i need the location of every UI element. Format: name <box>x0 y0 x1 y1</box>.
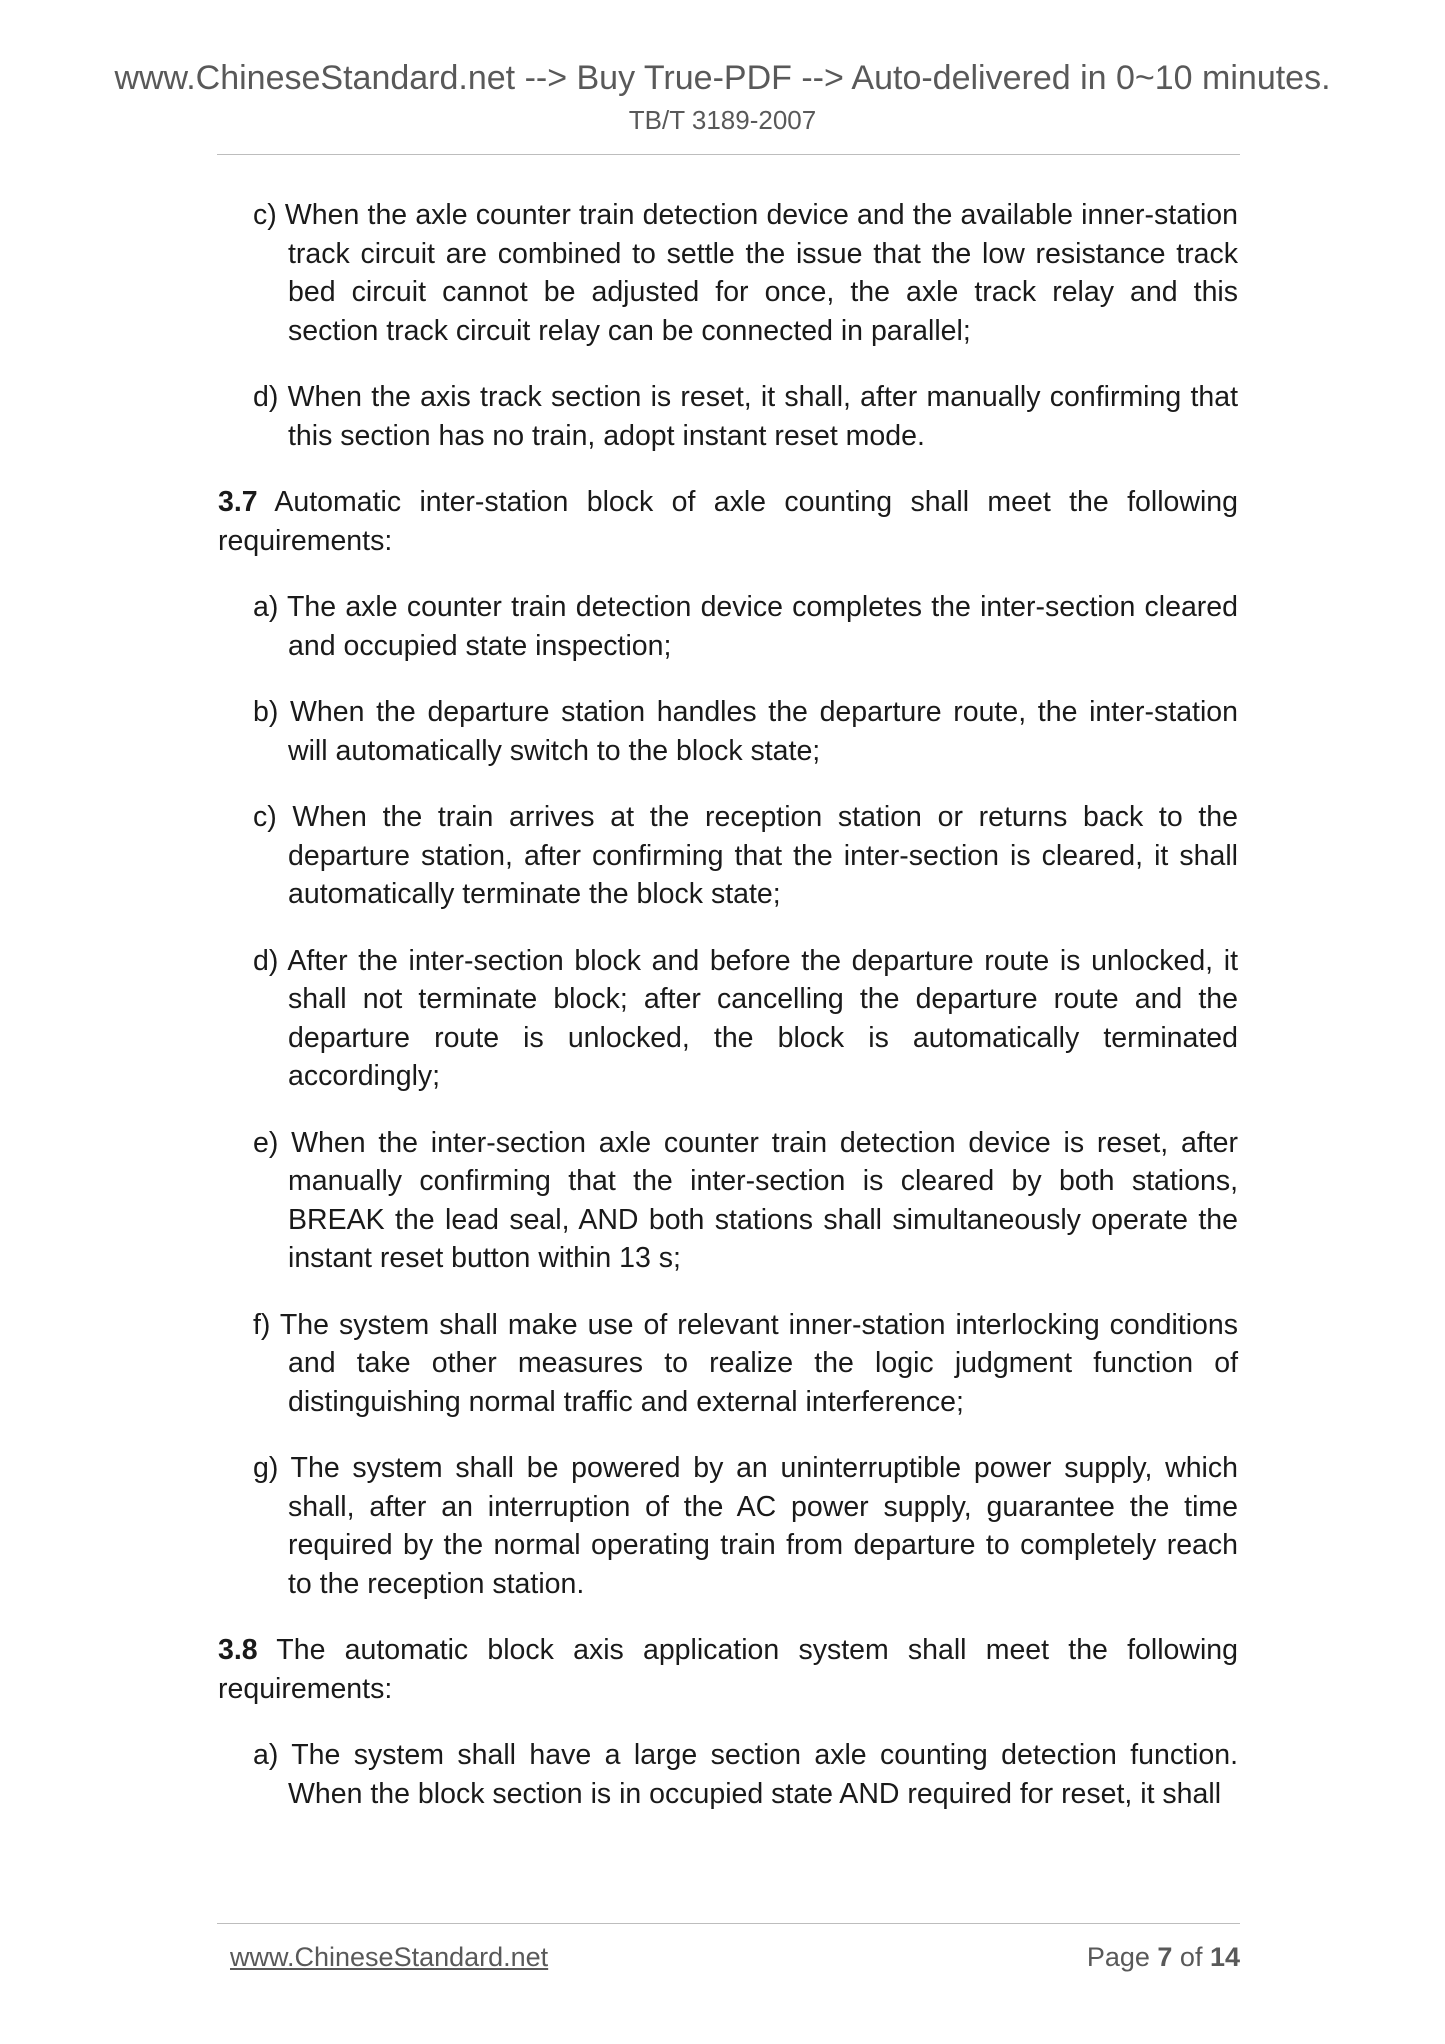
page-total: 14 <box>1209 1942 1240 1972</box>
standard-number: TB/T 3189-2007 <box>628 105 817 135</box>
footer-divider <box>217 1923 1240 1924</box>
header-banner: www.ChineseStandard.net --> Buy True-PDF --> Auto-delivered in 0~10 minutes. <box>114 59 1331 97</box>
clause-text: The automatic block axis application system shall meet the following requirements: <box>218 1634 1238 1705</box>
page-mid: of <box>1172 1942 1210 1972</box>
clause-number: 3.7 <box>218 486 258 518</box>
clause-text: Automatic inter-station block of axle counting shall meet the following requirements: <box>218 486 1238 557</box>
list-item: b) When the departure station handles the departure route, the inter-station will automatically switch to the block state; <box>253 696 1238 767</box>
footer-website-link[interactable]: www.ChineseStandard.net <box>230 1942 549 1972</box>
list-item: a) The axle counter train detection device completes the inter-section cleared and occupied state inspection; <box>253 591 1238 662</box>
list-item: c) When the train arrives at the reception station or returns back to the departure station, after confirming that the inter-section is cleared, it shall automatically terminate the block state; <box>253 801 1238 910</box>
list-item: e) When the inter-section axle counter train detection device is reset, after manually confirming that the inter-section is cleared by both stations, BREAK the lead seal, AND both stations shall simultaneously operate the instant reset button within 13 s; <box>253 1126 1238 1274</box>
header-divider <box>217 154 1240 155</box>
list-item: f) The system shall make use of relevant inner-station interlocking conditions and take other measures to realize the logic judgment function of distinguishing normal traffic and external interference; <box>253 1308 1238 1418</box>
list-item: a) The system shall have a large section axle counting detection function. When the block section is in occupied state AND required for reset, it shall <box>253 1739 1238 1810</box>
clause-number: 3.8 <box>218 1634 258 1666</box>
clause-3-7 <box>218 483 1238 560</box>
list-item-d: d) When the axis track section is reset, it shall, after manually confirming that this section has no train, adopt instant reset mode. <box>253 381 1238 452</box>
page-prefix: Page <box>1086 1942 1158 1972</box>
clause-3-8 <box>218 1631 1238 1708</box>
list-item-c: c) When the axle counter train detection device and the available inner-station track circuit are combined to settle the issue that the low resistance track bed circuit cannot be adjusted for once, the axle track relay and this section track circuit relay can be connected in parallel; <box>253 199 1238 347</box>
page-indicator <box>1087 1940 1240 1974</box>
document-body <box>218 196 1238 1841</box>
page-current: 7 <box>1157 1942 1173 1972</box>
list-item: g) The system shall be powered by an uninterruptible power supply, which shall, after an interruption of the AC power supply, guarantee the time required by the normal operating train from departure to completely reach to the reception station. <box>253 1452 1238 1600</box>
list-item: d) After the inter-section block and before the departure route is unlocked, it shall not terminate block; after cancelling the departure route and the departure route is unlocked, the block is automatically terminated accordingly; <box>253 944 1238 1092</box>
